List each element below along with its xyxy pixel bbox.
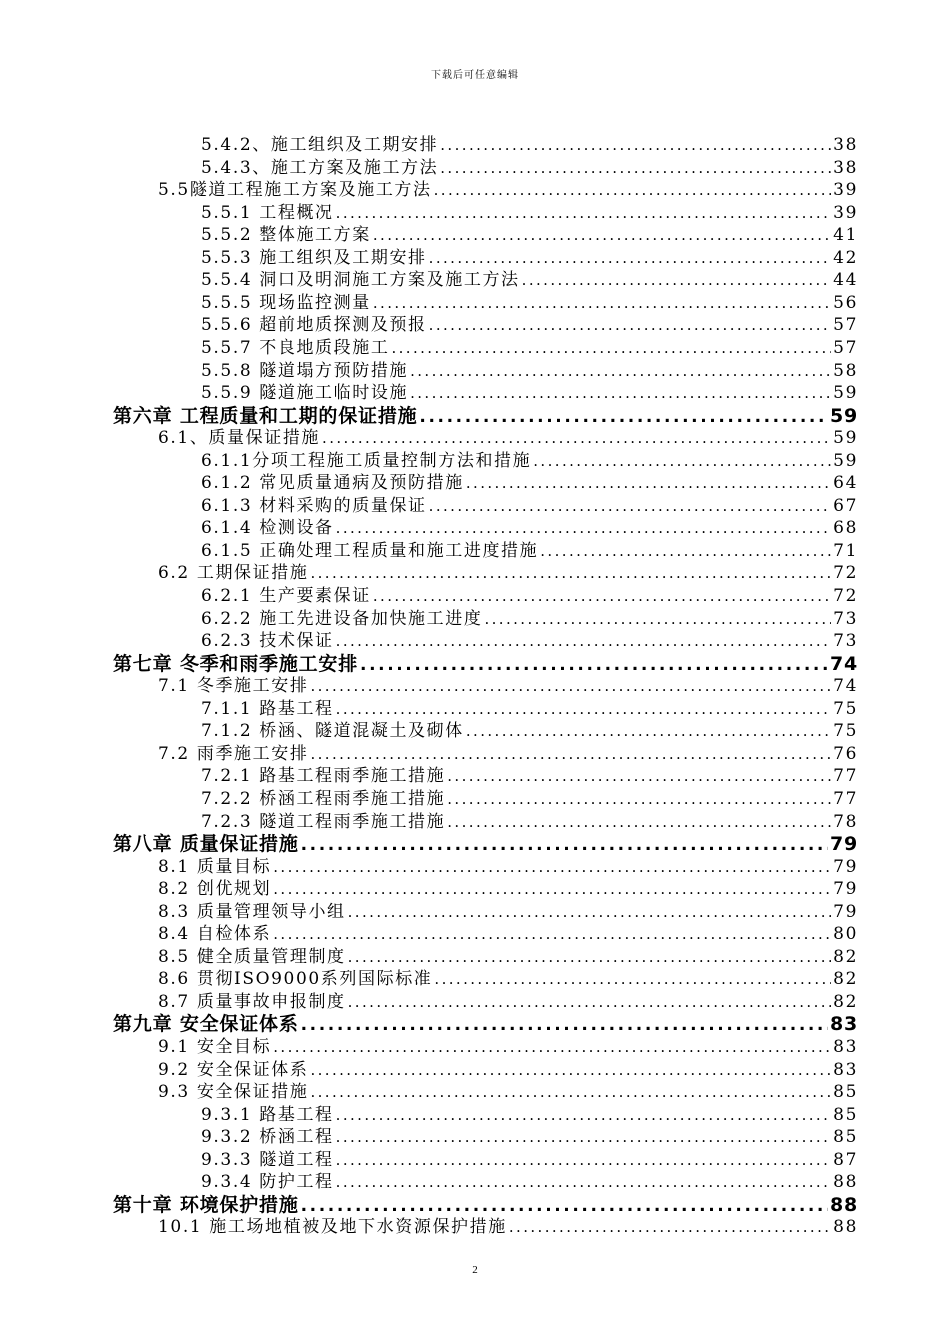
toc-page-number: 78 — [833, 812, 858, 832]
toc-entry-title: 5.4.3、施工方案及施工方法 — [201, 158, 439, 178]
toc-leader-dots — [336, 1149, 831, 1171]
toc-entry-title: 9.3.1 路基工程 — [201, 1105, 334, 1125]
toc-page-number: 79 — [833, 902, 858, 922]
toc-page-number: 38 — [833, 135, 858, 155]
toc-entry — [201, 765, 858, 787]
toc-page-number: 79 — [833, 879, 858, 899]
toc-page-number: 59 — [829, 405, 858, 427]
toc-leader-dots — [336, 698, 831, 720]
toc-entry — [201, 608, 858, 630]
toc-leader-dots — [533, 450, 831, 472]
toc-entry-title: 8.5 健全质量管理制度 — [158, 947, 346, 967]
toc-entry-title: 6.1.2 常见质量通病及预防措施 — [201, 473, 464, 493]
toc-entry — [201, 382, 858, 404]
toc-entry-title: 8.2 创优规划 — [158, 879, 272, 899]
toc-leader-dots — [310, 743, 831, 765]
toc-entry-title: 第九章 安全保证体系 — [113, 1013, 299, 1035]
toc-page-number: 83 — [833, 1060, 858, 1080]
toc-page-number: 87 — [833, 1150, 858, 1170]
toc-page-number: 73 — [833, 631, 858, 651]
toc-leader-dots — [440, 157, 831, 179]
toc-chapter-entry — [113, 1013, 858, 1035]
toc-leader-dots — [419, 406, 828, 428]
toc-leader-dots — [348, 946, 832, 968]
toc-page-number: 39 — [833, 180, 858, 200]
toc-page-number: 72 — [833, 586, 858, 606]
toc-page-number: 88 — [833, 1217, 858, 1237]
toc-page-number: 85 — [833, 1127, 858, 1147]
toc-leader-dots — [348, 991, 832, 1013]
toc-entry — [158, 743, 858, 765]
toc-entry — [158, 946, 858, 968]
toc-leader-dots — [447, 765, 831, 787]
toc-entry-title: 5.5.3 施工组织及工期安排 — [201, 248, 427, 268]
toc-page-number: 75 — [833, 699, 858, 719]
toc-entry — [201, 1104, 858, 1126]
toc-entry — [158, 1059, 858, 1081]
toc-entry — [158, 1216, 858, 1238]
page-number: 2 — [472, 1264, 478, 1276]
toc-leader-dots — [336, 1171, 831, 1193]
toc-page-number: 74 — [829, 653, 858, 675]
toc-leader-dots — [310, 1081, 831, 1103]
toc-leader-dots — [360, 654, 828, 676]
toc-page-number: 56 — [833, 293, 858, 313]
toc-leader-dots — [336, 517, 831, 539]
toc-entry — [201, 202, 858, 224]
toc-leader-dots — [336, 1104, 831, 1126]
toc-entry — [201, 269, 858, 291]
toc-entry-title: 7.1 冬季施工安排 — [158, 676, 309, 696]
toc-entry-title: 5.5.5 现场监控测量 — [201, 293, 371, 313]
toc-entry — [201, 450, 858, 472]
toc-entry — [201, 788, 858, 810]
toc-page-number: 57 — [833, 315, 858, 335]
toc-page-number: 44 — [833, 270, 858, 290]
toc-leader-dots — [447, 811, 831, 833]
toc-entry — [158, 427, 858, 449]
toc-entry-title: 7.2.3 隧道工程雨季施工措施 — [201, 812, 446, 832]
toc-entry-title: 第八章 质量保证措施 — [113, 833, 299, 855]
toc-entry-title: 5.5.8 隧道塌方预防措施 — [201, 361, 409, 381]
toc-entry-title: 8.1 质量目标 — [158, 857, 272, 877]
toc-chapter-entry — [113, 1194, 858, 1216]
toc-chapter-entry — [113, 833, 858, 855]
toc-entry-title: 8.7 质量事故申报制度 — [158, 992, 346, 1012]
toc-entry — [201, 811, 858, 833]
toc-entry-title: 9.1 安全目标 — [158, 1037, 272, 1057]
toc-page-number: 59 — [833, 383, 858, 403]
toc-entry-title: 6.2.1 生产要素保证 — [201, 586, 371, 606]
toc-leader-dots — [466, 472, 831, 494]
toc-entry-title: 第十章 环境保护措施 — [113, 1194, 299, 1216]
toc-entry-title: 10.1 施工场地植被及地下水资源保护措施 — [158, 1217, 507, 1237]
toc-leader-dots — [540, 540, 831, 562]
toc-leader-dots — [336, 202, 831, 224]
toc-entry — [158, 562, 858, 584]
toc-entry-title: 第七章 冬季和雨季施工安排 — [113, 653, 359, 675]
toc-entry — [201, 314, 858, 336]
toc-entry-title: 7.2.1 路基工程雨季施工措施 — [201, 766, 446, 786]
toc-entry — [201, 517, 858, 539]
toc-page-number: 85 — [833, 1105, 858, 1125]
toc-page-number: 71 — [833, 541, 858, 561]
toc-page-number: 82 — [833, 992, 858, 1012]
toc-entry-title: 9.3.3 隧道工程 — [201, 1150, 334, 1170]
toc-leader-dots — [322, 427, 831, 449]
toc-page-number: 68 — [833, 518, 858, 538]
toc-page-number: 59 — [833, 451, 858, 471]
toc-entry — [158, 878, 858, 900]
toc-leader-dots — [336, 1126, 831, 1148]
toc-entry-title: 7.1.1 路基工程 — [201, 699, 334, 719]
toc-leader-dots — [434, 179, 832, 201]
toc-leader-dots — [429, 247, 831, 269]
toc-page-number: 42 — [833, 248, 858, 268]
toc-entry — [201, 292, 858, 314]
toc-page-number: 57 — [833, 338, 858, 358]
toc-leader-dots — [336, 630, 831, 652]
toc-entry-title: 5.5.6 超前地质探测及预报 — [201, 315, 427, 335]
toc-leader-dots — [429, 314, 831, 336]
toc-entry — [201, 337, 858, 359]
toc-leader-dots — [447, 788, 831, 810]
toc-entry — [201, 224, 858, 246]
toc-leader-dots — [440, 134, 831, 156]
toc-entry-title: 7.2.2 桥涵工程雨季施工措施 — [201, 789, 446, 809]
toc-leader-dots — [273, 878, 831, 900]
toc-page-number: 76 — [833, 744, 858, 764]
toc-entry — [158, 856, 858, 878]
toc-entry-title: 5.5.1 工程概况 — [201, 203, 334, 223]
toc-leader-dots — [310, 562, 831, 584]
toc-entry-title: 6.2.2 施工先进设备加快施工进度 — [201, 609, 483, 629]
toc-page-number: 59 — [833, 428, 858, 448]
toc-entry — [201, 247, 858, 269]
toc-leader-dots — [273, 1036, 831, 1058]
toc-entry-title: 9.2 安全保证体系 — [158, 1060, 309, 1080]
toc-entry-title: 6.1.3 材料采购的质量保证 — [201, 496, 427, 516]
toc-entry — [201, 472, 858, 494]
toc-entry — [158, 179, 858, 201]
toc-entry-title: 6.2 工期保证措施 — [158, 563, 309, 583]
toc-entry-title: 6.1.4 检测设备 — [201, 518, 334, 538]
toc-entry-title: 8.3 质量管理领导小组 — [158, 902, 346, 922]
toc-entry-title: 8.4 自检体系 — [158, 924, 272, 944]
toc-leader-dots — [466, 720, 831, 742]
toc-page-number: 77 — [833, 789, 858, 809]
toc-leader-dots — [434, 968, 831, 990]
toc-leader-dots — [373, 292, 831, 314]
toc-entry — [158, 1081, 858, 1103]
toc-entry — [201, 585, 858, 607]
toc-leader-dots — [410, 360, 831, 382]
toc-entry — [158, 968, 858, 990]
toc-entry — [201, 360, 858, 382]
toc-leader-dots — [410, 382, 831, 404]
toc-page-number: 88 — [833, 1172, 858, 1192]
toc-entry — [158, 675, 858, 697]
toc-entry — [201, 698, 858, 720]
toc-entry-title: 6.1、质量保证措施 — [158, 428, 321, 448]
toc-page-number: 72 — [833, 563, 858, 583]
toc-entry-title: 6.1.1分项工程施工质量控制方法和措施 — [201, 451, 532, 471]
toc-entry — [201, 157, 858, 179]
toc-page-number: 67 — [833, 496, 858, 516]
toc-page-number: 77 — [833, 766, 858, 786]
toc-leader-dots — [348, 901, 832, 923]
toc-leader-dots — [301, 1014, 828, 1036]
toc-page-number: 85 — [833, 1082, 858, 1102]
toc-chapter-entry — [113, 405, 858, 427]
toc-page-number: 80 — [833, 924, 858, 944]
toc-leader-dots — [522, 269, 831, 291]
toc-entry-title: 9.3.2 桥涵工程 — [201, 1127, 334, 1147]
toc-entry — [158, 901, 858, 923]
toc-entry-title: 5.5.2 整体施工方案 — [201, 225, 371, 245]
toc-page-number: 82 — [833, 947, 858, 967]
toc-page-number: 58 — [833, 361, 858, 381]
toc-page-number: 83 — [829, 1013, 858, 1035]
toc-entry — [201, 134, 858, 156]
toc-leader-dots — [273, 923, 831, 945]
toc-leader-dots — [310, 675, 831, 697]
toc-entry — [201, 1149, 858, 1171]
page-header: 下载后可任意编辑 — [431, 70, 519, 81]
toc-leader-dots — [273, 856, 831, 878]
toc-page-number: 75 — [833, 721, 858, 741]
toc-entry-title: 第六章 工程质量和工期的保证措施 — [113, 405, 418, 427]
toc-entry — [201, 720, 858, 742]
toc-entry — [201, 495, 858, 517]
toc-entry — [158, 1036, 858, 1058]
toc-page-number: 41 — [833, 225, 858, 245]
toc-entry — [201, 540, 858, 562]
toc-entry-title: 5.5.7 不良地质段施工 — [201, 338, 390, 358]
toc-leader-dots — [373, 585, 831, 607]
toc-entry — [158, 923, 858, 945]
toc-page-number: 39 — [833, 203, 858, 223]
toc-page-number: 79 — [829, 833, 858, 855]
toc-entry-title: 7.1.2 桥涵、隧道混凝土及砌体 — [201, 721, 464, 741]
toc-leader-dots — [391, 337, 831, 359]
toc-entry — [201, 1171, 858, 1193]
toc-page-number: 83 — [833, 1037, 858, 1057]
toc-entry — [158, 991, 858, 1013]
toc-entry — [201, 630, 858, 652]
toc-entry-title: 5.5隧道工程施工方案及施工方法 — [158, 180, 432, 200]
toc-entry-title: 9.3.4 防护工程 — [201, 1172, 334, 1192]
toc-entry-title: 5.4.2、施工组织及工期安排 — [201, 135, 439, 155]
toc-entry-title: 6.1.5 正确处理工程质量和施工进度措施 — [201, 541, 539, 561]
toc-leader-dots — [429, 495, 831, 517]
toc-chapter-entry — [113, 653, 858, 675]
toc-page-number: 64 — [833, 473, 858, 493]
toc-leader-dots — [310, 1059, 831, 1081]
toc-leader-dots — [301, 834, 828, 856]
toc-page-number: 82 — [833, 969, 858, 989]
toc-page-number: 73 — [833, 609, 858, 629]
toc-page-number: 79 — [833, 857, 858, 877]
toc-page-number: 74 — [833, 676, 858, 696]
toc-entry-title: 8.6 贯彻ISO9000系列国际标准 — [158, 969, 433, 989]
toc-entry — [201, 1126, 858, 1148]
toc-leader-dots — [484, 608, 831, 630]
toc-leader-dots — [509, 1216, 831, 1238]
toc-page-number: 88 — [829, 1194, 858, 1216]
toc-leader-dots — [301, 1195, 828, 1217]
toc-entry-title: 7.2 雨季施工安排 — [158, 744, 309, 764]
toc-entry-title: 6.2.3 技术保证 — [201, 631, 334, 651]
toc-leader-dots — [373, 224, 831, 246]
toc-entry-title: 5.5.4 洞口及明洞施工方案及施工方法 — [201, 270, 520, 290]
toc-entry-title: 9.3 安全保证措施 — [158, 1082, 309, 1102]
toc-page-number: 38 — [833, 158, 858, 178]
toc-entry-title: 5.5.9 隧道施工临时设施 — [201, 383, 409, 403]
